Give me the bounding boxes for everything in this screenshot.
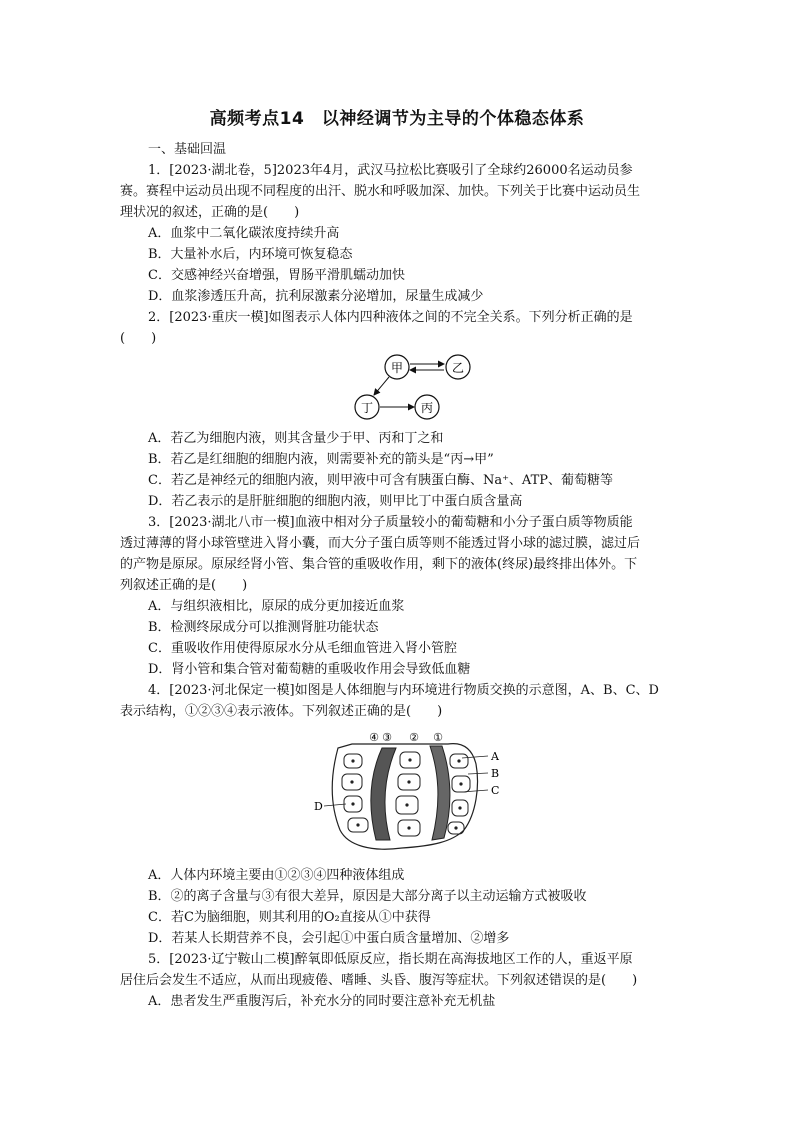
arrow-jia-to-ding xyxy=(374,377,389,395)
q4-option-d: D．若某人长期营养不良，会引起①中蛋白质含量增加、②增多 xyxy=(148,931,510,946)
label-structure-b: B xyxy=(491,767,500,780)
node-jia-label: 甲 xyxy=(390,361,404,375)
q2-stem-line1: 2．[2023·重庆一模]如图表示人体内四种液体之间的不完全关系。下列分析正确的是 xyxy=(148,310,633,325)
node-bing-label: 丙 xyxy=(420,401,434,415)
q3-stem-line2: 透过薄薄的肾小球管壁进入肾小囊，而大分子蛋白质等则不能透过肾小球的滤过膜，滤过后 xyxy=(120,536,641,551)
label-fluid-2: ② xyxy=(409,731,419,744)
tissue-cells xyxy=(342,752,470,836)
q1-option-a: A．血浆中二氧化碳浓度持续升高 xyxy=(148,226,340,241)
node-ding-label: 丁 xyxy=(360,401,374,415)
label-fluid-1: ① xyxy=(433,731,443,744)
q1-stem-line1: 1．[2023·湖北卷，5]2023年4月，武汉马拉松比赛吸引了全球约26000名运动员参 xyxy=(148,163,633,178)
q3-option-c: C．重吸收作用使得原尿水分从毛细血管进入肾小管腔 xyxy=(148,641,457,656)
label-structure-a: A xyxy=(491,750,499,763)
q4-option-a: A．人体内环境主要由①②③④四种液体组成 xyxy=(148,868,405,883)
q5-stem-line2: 居住后会发生不适应，从而出现疲倦、嗜睡、头昏、腹泻等症状。下列叙述错误的是( ) xyxy=(120,973,638,988)
fluid-relationship-diagram xyxy=(340,352,490,424)
label-structure-c: C xyxy=(491,784,500,797)
q1-option-c: C．交感神经兴奋增强，胃肠平滑肌蠕动加快 xyxy=(148,268,405,283)
q4-option-c: C．若C为脑细胞，则其利用的O₂直接从①中获得 xyxy=(148,910,431,925)
page-title: 高频考点14 以神经调节为主导的个体稳态体系 xyxy=(209,109,585,129)
q3-option-d: D．肾小管和集合管对葡萄糖的重吸收作用会导致低血糖 xyxy=(148,662,471,677)
q4-stem-line2: 表示结构，①②③④表示液体。下列叙述正确的是( ) xyxy=(120,704,443,719)
cell-exchange-figure xyxy=(312,730,512,854)
q1-stem-line2: 赛。赛程中运动员出现不同程度的出汗、脱水和呼吸加深、加快。下列关于比赛中运动员生 xyxy=(120,184,641,199)
q2-option-b: B．若乙是红细胞的细胞内液，则需要补充的箭头是“丙→甲” xyxy=(148,452,494,467)
q4-stem-line1: 4．[2023·河北保定一模]如图是人体细胞与内环境进行物质交换的示意图，A、B、C、D xyxy=(148,683,659,698)
q5-option-a: A．患者发生严重腹泻后，补充水分的同时要注意补充无机盐 xyxy=(148,994,496,1009)
q5-stem-line1: 5．[2023·辽宁鞍山二模]醉氧即低原反应，指长期在高海拔地区工作的人，重返平原 xyxy=(148,952,633,967)
q3-stem-line4: 列叙述正确的是( ) xyxy=(120,578,248,593)
q3-stem-line3: 的产物是原尿。原尿经肾小管、集合管的重吸收作用，剩下的液体(终尿)最终排出体外。下 xyxy=(120,557,638,572)
label-fluid-3: ③ xyxy=(382,731,392,744)
lymph-vessel-wall xyxy=(430,746,450,840)
label-fluid-4: ④ xyxy=(369,731,379,744)
q2-option-d: D．若乙表示的是肝脏细胞的细胞内液，则甲比丁中蛋白质含量高 xyxy=(148,494,523,509)
q1-option-d: D．血浆渗透压升高，抗利尿激素分泌增加，尿量生成减少 xyxy=(148,289,484,304)
q1-stem-line3: 理状况的叙述，正确的是( ) xyxy=(120,205,300,220)
q2-option-c: C．若乙是神经元的细胞内液，则甲液中可含有胰蛋白酶、Na⁺、ATP、葡萄糖等 xyxy=(148,473,614,488)
q4-option-b: B．②的离子含量与③有很大差异，原因是大部分离子以主动运输方式被吸收 xyxy=(148,889,587,904)
node-yi-label: 乙 xyxy=(451,361,465,375)
q3-stem-line1: 3．[2023·湖北八市一模]血液中相对分子质量较小的葡萄糖和小分子蛋白质等物质能 xyxy=(148,515,633,530)
capillary-wall xyxy=(371,748,396,840)
q3-option-b: B．检测终尿成分可以推测肾脏功能状态 xyxy=(148,620,379,635)
section-heading: 一、基础回温 xyxy=(148,142,227,157)
q2-option-a: A．若乙为细胞内液，则其含量少于甲、丙和丁之和 xyxy=(148,431,444,446)
q2-stem-line2: ( ) xyxy=(120,331,157,346)
q3-option-a: A．与组织液相比，原尿的成分更加接近血浆 xyxy=(148,599,405,614)
label-structure-d: D xyxy=(314,800,323,813)
q1-option-b: B．大量补水后，内环境可恢复稳态 xyxy=(148,247,353,262)
